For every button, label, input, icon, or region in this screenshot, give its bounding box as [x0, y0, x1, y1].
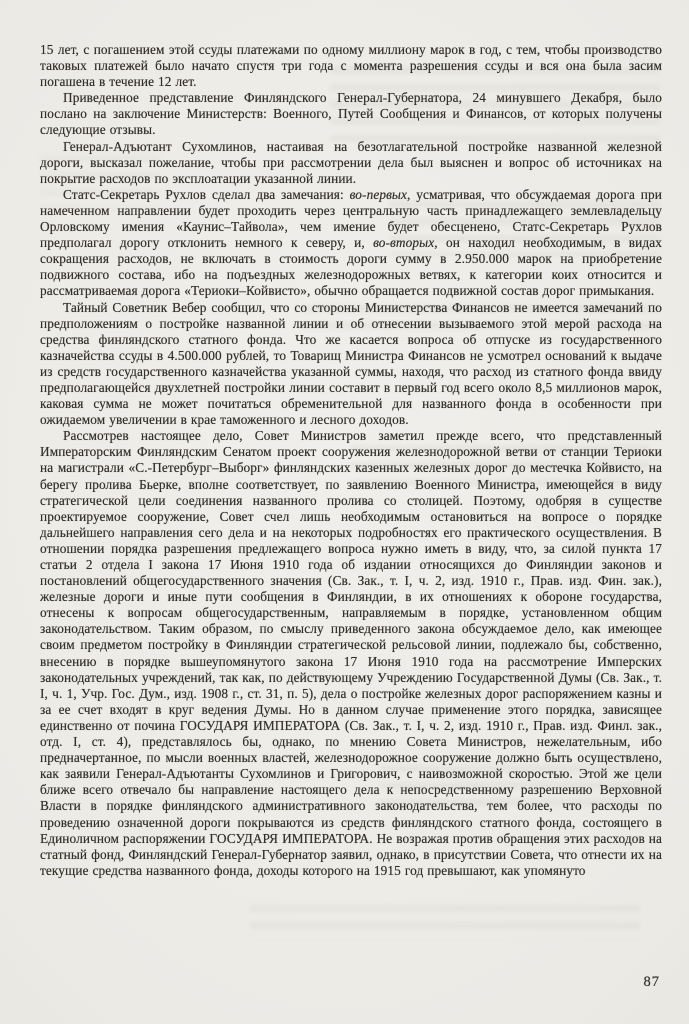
paragraph	[40, 187, 662, 300]
italic-run: во-первых	[349, 186, 408, 202]
page-number: 87	[643, 974, 660, 990]
paragraph	[40, 428, 662, 879]
text-run: Приведенное представление Финляндского Генерал-Губернатора, 24 минувшего Декабря, было послано на заключение Министерств: Военного, Путей Сообщения и Финансов, от которых получены следующие отзывы.	[40, 90, 662, 138]
text-run: Генерал-Адъютант Сухомлинов, настаивая на безотлагательной постройке названной железной дороги, высказал пожелание, чтобы при рассмотрении дела был выяснен и вопрос об источниках на покрытие расходов по эксплоатации указанной линии.	[40, 138, 662, 186]
text-block	[40, 42, 662, 879]
italic-run: во-вторых	[373, 235, 435, 251]
paragraph	[40, 42, 662, 90]
paragraph	[40, 139, 662, 187]
paragraph	[40, 300, 662, 429]
bleed-through-artifact	[250, 900, 640, 940]
text-run: , усматривая, что обсуждаемая дорога при намеченном направлении будет проходить через центральную часть принадлежащего землевладельцу Орловскому имения «Каунис–Тайвола», чем имение будет обесценено, Статс-Секретарь Рухлов предполагал дорогу отклонить немного к северу, и,	[40, 186, 662, 251]
text-run: Тайный Советник Вебер сообщил, что со стороны Министерства Финансов не имеется замечаний по предположениям о постройке названной линии и об отнесении вызываемого этой мерой расхода на средства финляндского статного фонда. Что же касается вопроса об отпуске из государственного казначейства ссуды в 4.500.000 рублей, то Товарищ Министра Финансов не усмотрел оснований к выдаче из средств государственного казначейства указанной суммы, находя, что расход из статного фонда ввиду предполагающейся двухлетней постройки линии составит в первый год всего около 8,5 миллионов марок, каковая сумма не может почитаться обременительной для названного фонда в особенности при ожидаемом увеличении в крае таможенного и лесного доходов.	[40, 299, 662, 428]
text-run: , он находил необходимым, в видах сокращения расходов, не включать в стоимость дороги сумму в 2.950.000 марок на приобретение подвижного состава, ибо на подъездных железнодорожных ветвях, к категории коих относится и рассматриваемая дорога «Териоки–Койвисто», обычно обращается подвижной состав дорог примыкания.	[40, 235, 662, 299]
paragraph	[40, 90, 662, 138]
text-run: Статс-Секретарь Рухлов сделал два замечания:	[63, 186, 350, 202]
text-run: 15 лет, с погашением этой ссуды платежами по одному миллиону марок в год, с тем, чтобы производство таковых платежей было начато спустя три года с момента разрешения ссуды и вся она была засим погашена в течение 12 лет.	[40, 42, 662, 90]
text-run: Рассмотрев настоящее дело, Совет Министров заметил прежде всего, что представленный Императорским Финляндским Сенатом проект сооружения железнодорожной ветви от станции Териоки на магистрали «С.-Петербург–Выборг» финляндских казенных железных дорог до местечка Койвисто, на берегу пролива Бьерке, вполне соответствует, по заявлению Военного Министра, имеющейся в виду стратегической цели соединения названного пролива со столицей. Поэтому, одобряя в существе проектируемое сооружение, Совет счел лишь необходимым остановиться на вопросе о порядке дальнейшего направления сего дела и на некоторых подробностях его практического осуществления. В отношении порядка разрешения предлежащего вопроса нужно иметь в виду, что, за силой пункта 17 статьи 2 отдела I закона 17 Июня 1910 года об издании относящихся до Финляндии законов и постановлений общегосударственного значения (Св. Зак., т. I, ч. 2, изд. 1910 г., Прав. изд. Фин. зак.), железные дороги и иные пути сообщения в Финляндии, в их отношениях к обороне государства, отнесены к вопросам общегосударственным, направляемым в порядке, установленном общим законодательством. Таким образом, по смыслу приведенного закона обсуждаемое дело, как имеющее своим предметом постройку в Финляндии стратегической рельсовой линии, подлежало бы, собственно, внесению в порядке вышеупомянутого закона 17 Июня 1910 года на рассмотрение Имперских законодательных учреждений, так как, по действующему Учреждению Государственной Думы (Св. Зак., т. I, ч. 1, Учр. Гос. Дум., изд. 1908 г., ст. 31, п. 5), дела о постройке железных дорог распоряжением казны и за ее счет входят в круг ведения Думы. Но в данном случае применение этого порядка, зависящее единственно от почина ГОСУДАРЯ ИМПЕРАТОРА (Св. Зак., т. I, ч. 2, изд. 1910 г., Прав. изд. Финл. зак., отд. I, ст. 4), представлялось бы, однако, по мнению Совета Министров, нежелательным, ибо предначертанное, по мысли военных властей, железнодорожное сооружение должно быть осуществлено, как заявили Генерал-Адъютанты Сухомлинов и Григорович, с наивозможной скоростью. Этой же цели ближе всего отвечало бы направление настоящего дела к непосредственному разрешению Верховной Власти в порядке финляндского административного законодательства, тем более, что расходы по проведению означенной дороги покрываются из средств финляндского статного фонда, состоящего в Единоличном распоряжении ГОСУДАРЯ ИМПЕРАТОРА. Не возражая против обращения этих расходов на статный фонд, Финляндский Генерал-Губернатор заявил, однако, в присутствии Совета, что отнести их на текущие средства названного фонда, доходы которого на 1915 год превышают, как упомянуто	[40, 428, 662, 878]
